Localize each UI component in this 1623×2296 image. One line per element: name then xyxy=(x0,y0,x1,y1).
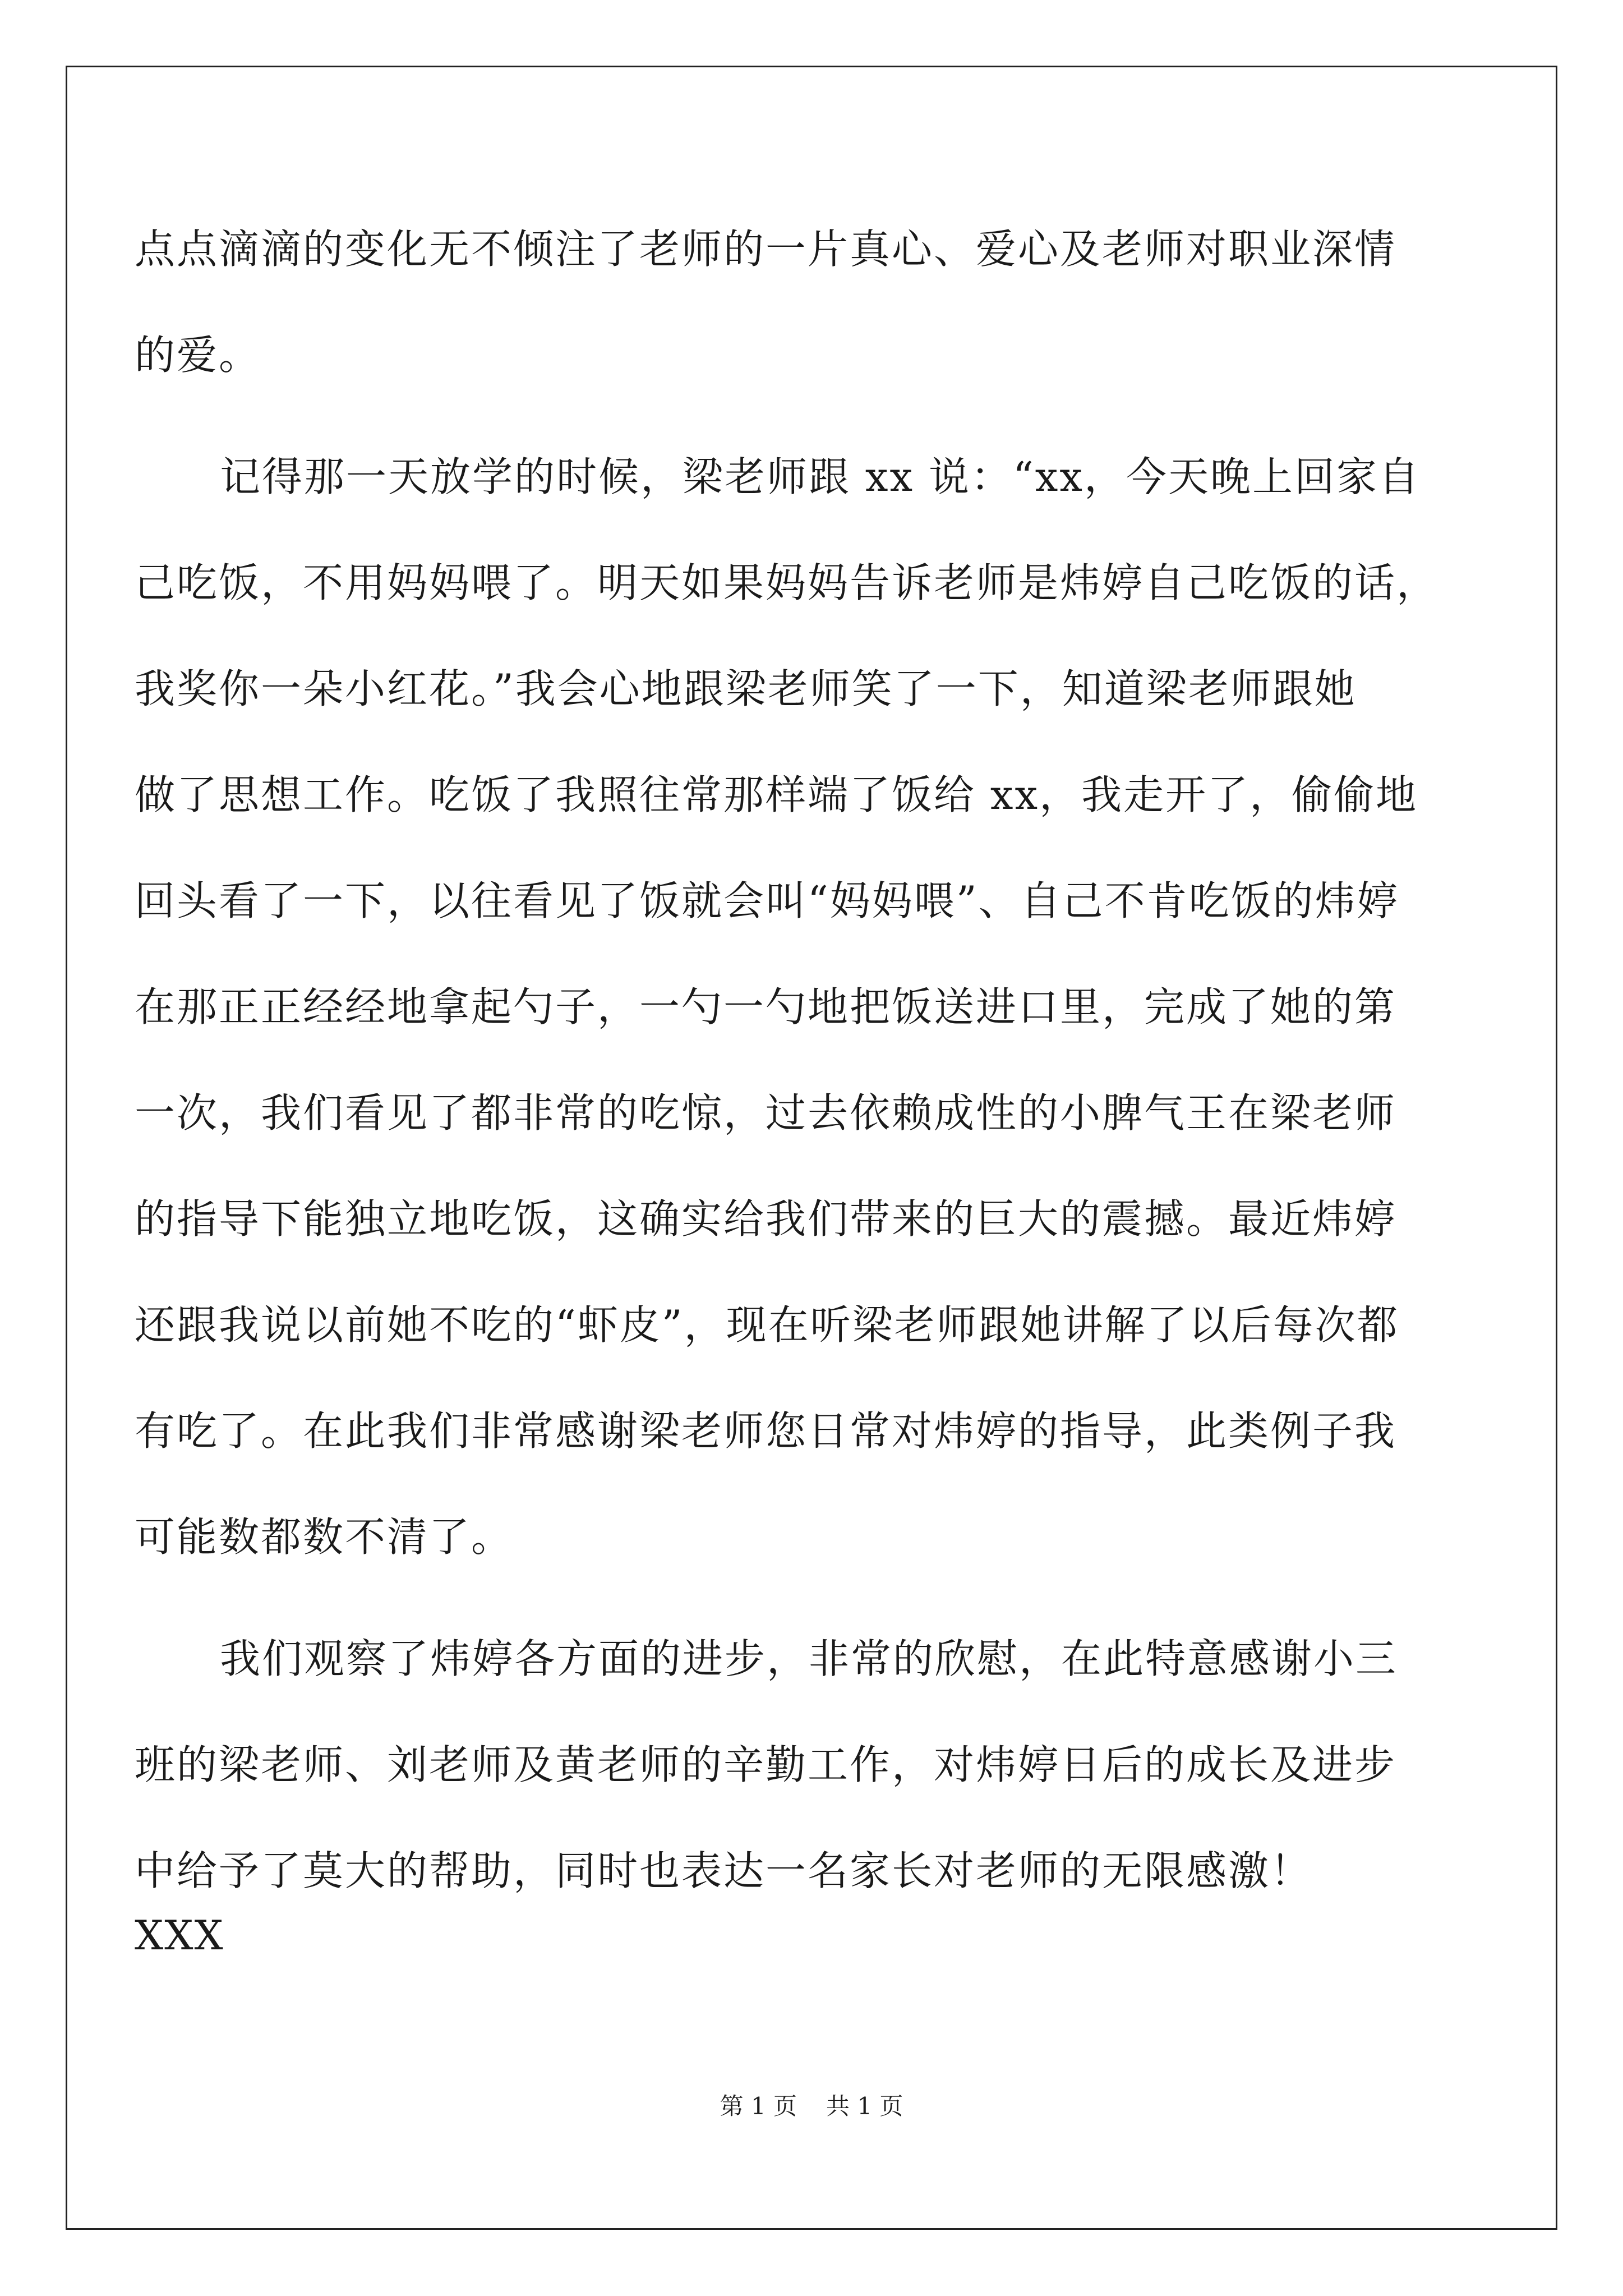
document-body xyxy=(135,196,1439,1924)
text-line: 的爱。 xyxy=(135,332,261,379)
paragraph-start-line: 记得那一天放学的时候，梁老师跟 xx 说：“xx，今天晚上回家自 xyxy=(220,453,1421,500)
page-footer xyxy=(0,2090,1623,2123)
page-number: 第 1 页 xyxy=(720,2092,797,2120)
text-line: 中给予了莫大的帮助，同时也表达一名家长对老师的无限感激！ xyxy=(135,1847,1313,1894)
text-line: 可能数都数不清了。 xyxy=(135,1513,514,1561)
text-line: 做了思想工作。吃饭了我照往常那样端了饭给 xx，我走开了，偷偷地 xyxy=(135,771,1418,818)
text-line: 点点滴滴的变化无不倾注了老师的一片真心、爱心及老师对职业深情 xyxy=(135,226,1397,273)
text-line: 的指导下能独立地吃饭，这确实给我们带来的巨大的震撼。最近炜婷 xyxy=(135,1195,1397,1243)
text-line: 有吃了。在此我们非常感谢梁老师您日常对炜婷的指导，此类例子我 xyxy=(135,1407,1397,1455)
signature: XXX xyxy=(135,1912,224,1959)
page-total: 共 1 页 xyxy=(826,2092,903,2120)
text-line: 回头看了一下，以往看见了饭就会叫“妈妈喂”、自己不肯吃饭的炜婷 xyxy=(135,877,1399,924)
paragraph-start-line: 我们观察了炜婷各方面的进步，非常的欣慰，在此特意感谢小三 xyxy=(220,1635,1398,1682)
text-line: 在那正正经经地拿起勺子，一勺一勺地把饭送进口里，完成了她的第 xyxy=(135,983,1397,1030)
text-line: 还跟我说以前她不吃的“虾皮”，现在听梁老师跟她讲解了以后每次都 xyxy=(135,1301,1399,1349)
text-line: 一次，我们看见了都非常的吃惊，过去依赖成性的小脾气王在梁老师 xyxy=(135,1089,1397,1137)
text-line: 己吃饭，不用妈妈喂了。明天如果妈妈告诉老师是炜婷自己吃饭的话， xyxy=(135,559,1439,606)
text-line: 班的梁老师、刘老师及黄老师的辛勤工作，对炜婷日后的成长及进步 xyxy=(135,1741,1397,1788)
text-line: 我奖你一朵小红花。”我会心地跟梁老师笑了一下，知道梁老师跟她 xyxy=(135,665,1357,712)
